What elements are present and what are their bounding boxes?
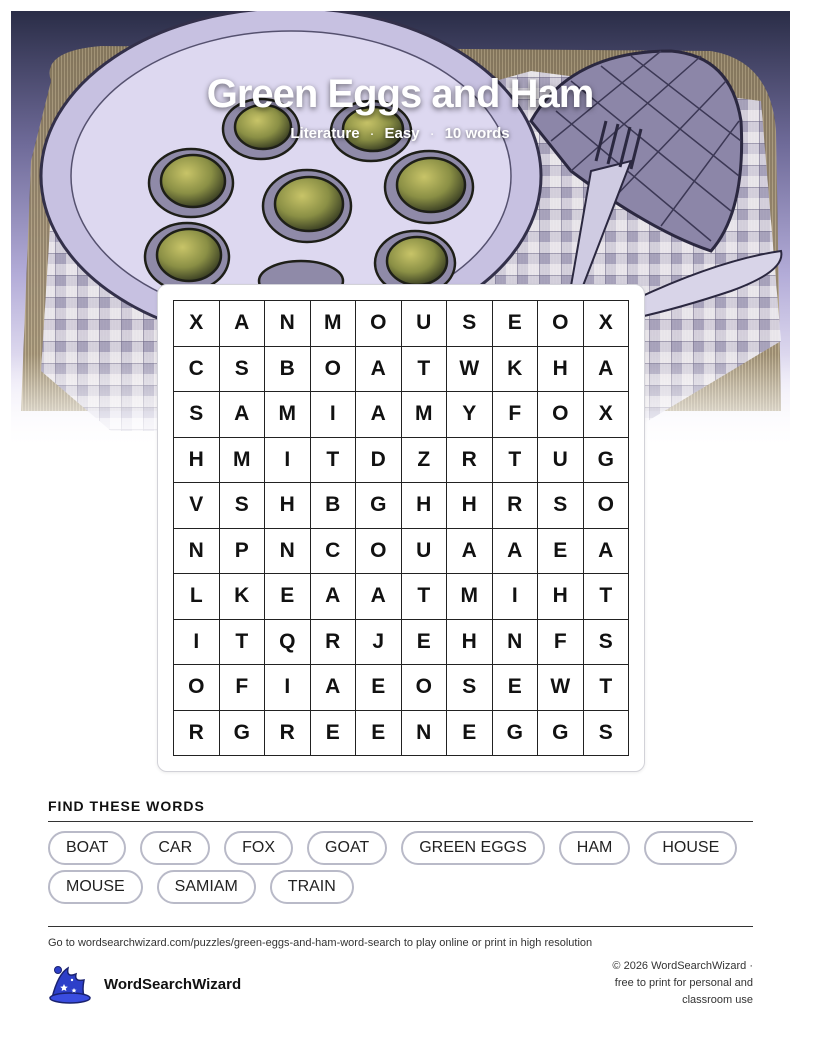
grid-cell[interactable]: U — [538, 438, 584, 484]
grid-cell[interactable]: A — [356, 392, 402, 438]
grid-cell[interactable]: O — [538, 392, 584, 438]
grid-cell[interactable]: S — [447, 665, 493, 711]
grid-cell[interactable]: K — [220, 574, 266, 620]
grid-cell[interactable]: S — [584, 620, 630, 666]
grid-cell[interactable]: A — [356, 574, 402, 620]
grid-cell[interactable]: T — [311, 438, 357, 484]
word-chip: FOX — [224, 831, 293, 865]
grid-cell[interactable]: R — [311, 620, 357, 666]
grid-cell[interactable]: W — [538, 665, 584, 711]
grid-cell[interactable]: T — [493, 438, 539, 484]
grid-cell[interactable]: W — [447, 347, 493, 393]
grid-cell[interactable]: M — [265, 392, 311, 438]
grid-cell[interactable]: A — [584, 347, 630, 393]
copyright-line: free to print for personal and — [614, 977, 753, 989]
grid-cell[interactable]: A — [220, 392, 266, 438]
grid-cell[interactable]: O — [174, 665, 220, 711]
grid-cell[interactable]: T — [402, 574, 448, 620]
footer-divider — [48, 926, 753, 927]
copyright-text — [553, 958, 753, 1009]
grid-cell[interactable]: P — [220, 529, 266, 575]
brand — [48, 964, 241, 1004]
grid-cell[interactable]: E — [538, 529, 584, 575]
word-chip: BOAT — [48, 831, 126, 865]
grid-cell[interactable]: E — [447, 711, 493, 757]
grid-cell[interactable]: I — [265, 665, 311, 711]
word-chip: GOAT — [307, 831, 387, 865]
word-chip: TRAIN — [270, 870, 354, 904]
puzzle-card — [157, 284, 645, 772]
wizard-hat-icon — [48, 964, 92, 1004]
grid-cell[interactable]: V — [174, 483, 220, 529]
grid-cell[interactable]: N — [493, 620, 539, 666]
word-count-label: 10 words — [444, 125, 510, 142]
grid-cell[interactable]: B — [265, 347, 311, 393]
grid-cell[interactable]: E — [311, 711, 357, 757]
grid-cell[interactable]: M — [447, 574, 493, 620]
title-block — [0, 72, 800, 142]
grid-cell[interactable]: M — [402, 392, 448, 438]
word-chip: MOUSE — [48, 870, 143, 904]
grid-cell[interactable]: N — [265, 529, 311, 575]
brand-name: WordSearchWizard — [104, 975, 242, 993]
puzzle-meta — [0, 125, 800, 142]
word-list — [48, 831, 753, 904]
grid-cell[interactable]: E — [356, 665, 402, 711]
grid-cell[interactable]: U — [402, 301, 448, 347]
grid-cell[interactable]: R — [265, 711, 311, 757]
grid-cell[interactable]: H — [174, 438, 220, 484]
grid-cell[interactable]: D — [356, 438, 402, 484]
word-chip: SAMIAM — [157, 870, 256, 904]
footer-url-text: Go to wordsearchwizard.com/puzzles/green-eggs-and-ham-word-search to play online or print in high resolution — [48, 937, 593, 949]
grid-cell[interactable]: O — [356, 301, 402, 347]
grid-cell[interactable]: X — [174, 301, 220, 347]
meta-separator: · — [369, 125, 375, 142]
grid-cell[interactable]: E — [493, 665, 539, 711]
grid-cell[interactable]: A — [311, 574, 357, 620]
grid-cell[interactable]: O — [311, 347, 357, 393]
grid-cell[interactable]: A — [220, 301, 266, 347]
copyright-line: © 2026 WordSearchWizard · — [612, 960, 753, 972]
grid-cell[interactable]: F — [220, 665, 266, 711]
grid-cell[interactable]: M — [220, 438, 266, 484]
grid-cell[interactable]: T — [584, 574, 630, 620]
grid-cell[interactable]: Z — [402, 438, 448, 484]
grid-cell[interactable]: E — [265, 574, 311, 620]
grid-cell[interactable]: U — [402, 529, 448, 575]
grid-cell[interactable]: S — [538, 483, 584, 529]
grid-cell[interactable]: C — [174, 347, 220, 393]
grid-cell[interactable]: R — [174, 711, 220, 757]
grid-cell[interactable]: G — [220, 711, 266, 757]
grid-cell[interactable]: B — [311, 483, 357, 529]
grid-cell[interactable]: F — [493, 392, 539, 438]
grid-cell[interactable]: N — [402, 711, 448, 757]
grid-cell[interactable]: O — [584, 483, 630, 529]
grid-cell[interactable]: E — [402, 620, 448, 666]
grid-cell[interactable]: N — [174, 529, 220, 575]
grid-cell[interactable]: A — [493, 529, 539, 575]
grid-cell[interactable]: G — [584, 438, 630, 484]
grid-cell[interactable]: T — [584, 665, 630, 711]
grid-cell[interactable]: F — [538, 620, 584, 666]
grid-cell[interactable]: J — [356, 620, 402, 666]
grid-cell[interactable]: S — [447, 301, 493, 347]
grid-cell[interactable]: I — [493, 574, 539, 620]
grid-cell[interactable]: I — [311, 392, 357, 438]
grid-cell[interactable]: G — [493, 711, 539, 757]
grid-cell[interactable]: Y — [447, 392, 493, 438]
grid-cell[interactable]: K — [493, 347, 539, 393]
grid-cell[interactable]: M — [311, 301, 357, 347]
grid-cell[interactable]: H — [402, 483, 448, 529]
grid-cell[interactable]: S — [220, 347, 266, 393]
grid-cell[interactable]: A — [311, 665, 357, 711]
grid-cell[interactable]: A — [356, 347, 402, 393]
word-chip: CAR — [140, 831, 210, 865]
grid-cell[interactable]: O — [356, 529, 402, 575]
grid-cell[interactable]: O — [538, 301, 584, 347]
grid-cell[interactable]: A — [584, 529, 630, 575]
word-chip: HOUSE — [644, 831, 737, 865]
words-section — [48, 798, 753, 904]
grid-cell[interactable]: T — [220, 620, 266, 666]
page-title: Green Eggs and Ham — [206, 72, 594, 116]
meta-separator: · — [429, 125, 435, 142]
grid-cell[interactable]: R — [447, 438, 493, 484]
grid-cell[interactable]: O — [402, 665, 448, 711]
grid-cell[interactable]: H — [447, 483, 493, 529]
grid-cell[interactable]: S — [174, 392, 220, 438]
copyright-line: classroom use — [682, 994, 753, 1006]
grid-cell[interactable]: A — [447, 529, 493, 575]
grid-cell[interactable]: I — [265, 438, 311, 484]
grid-cell[interactable]: H — [538, 574, 584, 620]
grid-cell[interactable]: S — [584, 711, 630, 757]
grid-cell[interactable]: R — [493, 483, 539, 529]
grid-cell[interactable]: Q — [265, 620, 311, 666]
word-chip: HAM — [559, 831, 631, 865]
grid-cell[interactable]: E — [356, 711, 402, 757]
grid-cell[interactable]: G — [538, 711, 584, 757]
category-label: Literature — [290, 125, 360, 142]
grid-cell[interactable]: X — [584, 392, 630, 438]
grid-cell[interactable]: L — [174, 574, 220, 620]
grid-cell[interactable]: H — [447, 620, 493, 666]
grid-cell[interactable]: N — [265, 301, 311, 347]
grid-cell[interactable]: X — [584, 301, 630, 347]
grid-cell[interactable]: I — [174, 620, 220, 666]
grid-cell[interactable]: S — [220, 483, 266, 529]
grid-cell[interactable]: T — [402, 347, 448, 393]
grid-cell[interactable]: H — [265, 483, 311, 529]
difficulty-label: Easy — [384, 125, 420, 142]
grid-cell[interactable]: C — [311, 529, 357, 575]
grid-cell[interactable]: E — [493, 301, 539, 347]
grid-cell[interactable]: G — [356, 483, 402, 529]
letter-grid — [173, 300, 629, 756]
words-heading: FIND THESE WORDS — [48, 798, 753, 822]
grid-cell[interactable]: H — [538, 347, 584, 393]
word-chip: GREEN EGGS — [401, 831, 545, 865]
